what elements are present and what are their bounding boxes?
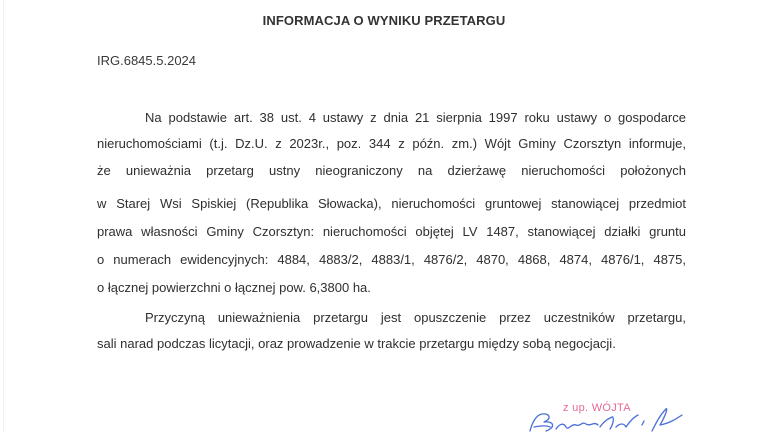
text-line: że unieważnia przetarg ustny nieograniczony na dzierżawę nieruchomości położonych — [97, 163, 686, 178]
text-line: o łącznej powierzchni o łącznej pow. 6,3800 ha. — [97, 280, 371, 295]
text-line: sali narad podczas licytacji, oraz prowadzenie w trakcie przetargu między sobą negocjacji. — [97, 336, 616, 351]
text-line: Przyczyną unieważnienia przetargu jest opuszczenie przez uczestników przetargu, — [145, 310, 686, 325]
page-edge — [3, 0, 4, 432]
text-line: Na podstawie art. 38 ust. 4 ustawy z dnia 21 sierpnia 1997 roku ustawy o gospodarce — [145, 110, 686, 125]
text-line: o numerach ewidencyjnych: 4884, 4883/2, 4883/1, 4876/2, 4870, 4868, 4874, 4876/1, 4875, — [97, 252, 686, 267]
document-title: INFORMACJA O WYNIKU PRZETARGU — [262, 13, 506, 28]
authorization-stamp: z up. WÓJTA — [563, 402, 631, 414]
text-line: nieruchomościami (t.j. Dz.U. z 2023r., poz. 344 z późn. zm.) Wójt Gminy Czorsztyn informuje, — [97, 136, 686, 151]
signature-icon — [520, 405, 700, 432]
text-line: w Starej Wsi Spiskiej (Republika Słowacka), nieruchomości gruntowej stanowiącej przedmiot — [97, 196, 686, 211]
text-line: prawa własności Gminy Czorsztyn: nieruchomości objętej LV 1487, stanowiącej działki gruntu — [97, 224, 686, 239]
reference-number: IRG.6845.5.2024 — [97, 53, 197, 68]
